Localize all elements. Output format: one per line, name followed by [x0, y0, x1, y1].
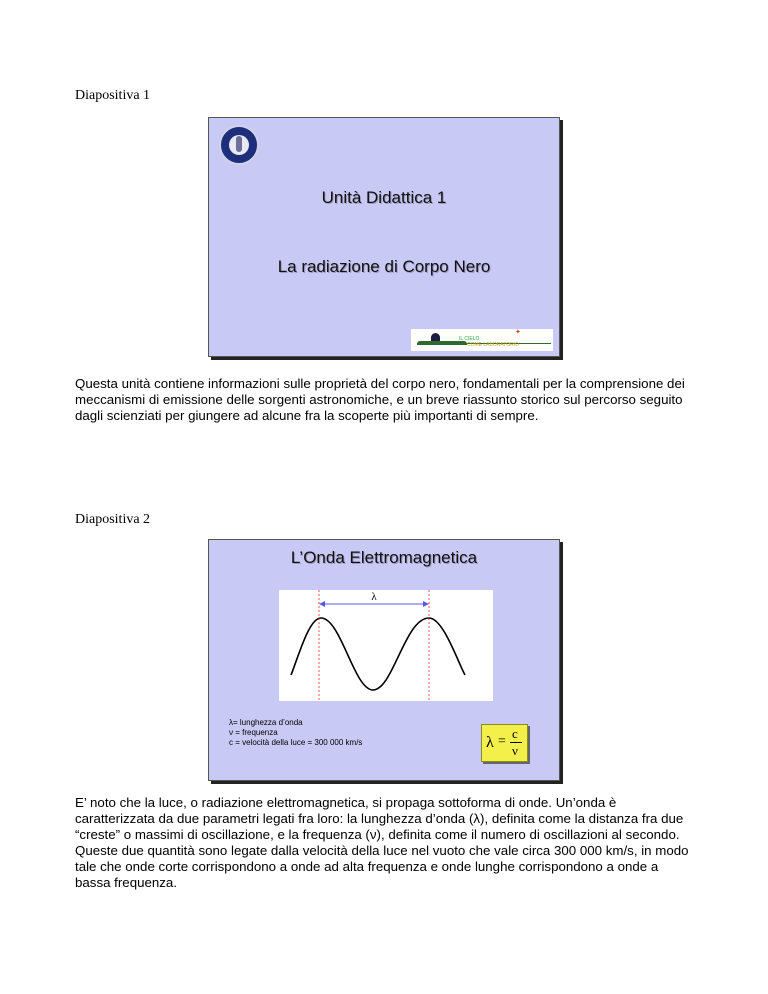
wavelength-formula: [481, 724, 528, 762]
sine-wave: [291, 618, 465, 690]
slide-2-thumbnail: [208, 539, 560, 781]
badge-text-line1: IL CIELO: [459, 336, 480, 342]
arrowhead-right: [423, 601, 429, 607]
slide-2-title: L’Onda Elettromagnetica: [290, 548, 478, 567]
slide-2-caption: E’ noto che la luce, o radiazione elettromagnetica, si propaga sottoforma di onde. Un’onda è caratterizzata da due parametri legati fra loro: la lunghezza d’onda (λ), definita come la distanza fra due “creste” o massimi di oscillazione, e la frequenza (ν), definita come il numero di oscillazioni al secondo. Queste due quantità sono legate dalla velocità della luce nel vuoto che vale circa 300 000 km/s, in modo tale che onde corte corrispondono a onde ad alta frequenza e onde lunghe corrispondono a onde a bassa frequenza.: [75, 795, 689, 890]
arrowhead-left: [319, 601, 325, 607]
wave-diagram: [279, 590, 493, 701]
slide-1-subtitle: La radiazione di Corpo Nero: [277, 257, 491, 276]
legend-item: c = velocità della luce = 300 000 km/s: [229, 738, 363, 747]
symbol-legend: [229, 718, 362, 748]
wavelength-symbol: λ: [371, 591, 377, 603]
slide-1-title: Unità Didattica 1: [321, 188, 447, 207]
legend-item: ν = frequenza: [229, 728, 278, 737]
institution-logo: [219, 125, 259, 165]
formula-numerator: c: [512, 726, 518, 741]
star-icon: ✦: [515, 329, 521, 336]
formula-denominator: ν: [512, 743, 518, 758]
slide-1-caption: Questa unità contiene informazioni sulle proprietà del corpo nero, fondamentali per la comprensione dei meccanismi di emissione delle sorgenti astronomiche, e un breve riassunto storico sul percorso seguito dagli scienziati per giungere ad alcune fra la scoperte più importanti di sempre.: [75, 376, 685, 423]
slide-1-thumbnail: [208, 117, 560, 357]
observatory-icon: [431, 333, 440, 341]
formula-equals: =: [498, 734, 506, 749]
legend-item: λ= lunghezza d’onda: [229, 718, 303, 727]
badge-text-line2: COME LABORATORIO: [467, 342, 520, 348]
formula-lambda: λ: [486, 734, 494, 751]
slide-1-label: Diapositiva 1: [75, 88, 151, 103]
slide-2-label: Diapositiva 2: [75, 512, 151, 527]
cielo-laboratorio-logo: [411, 329, 553, 351]
